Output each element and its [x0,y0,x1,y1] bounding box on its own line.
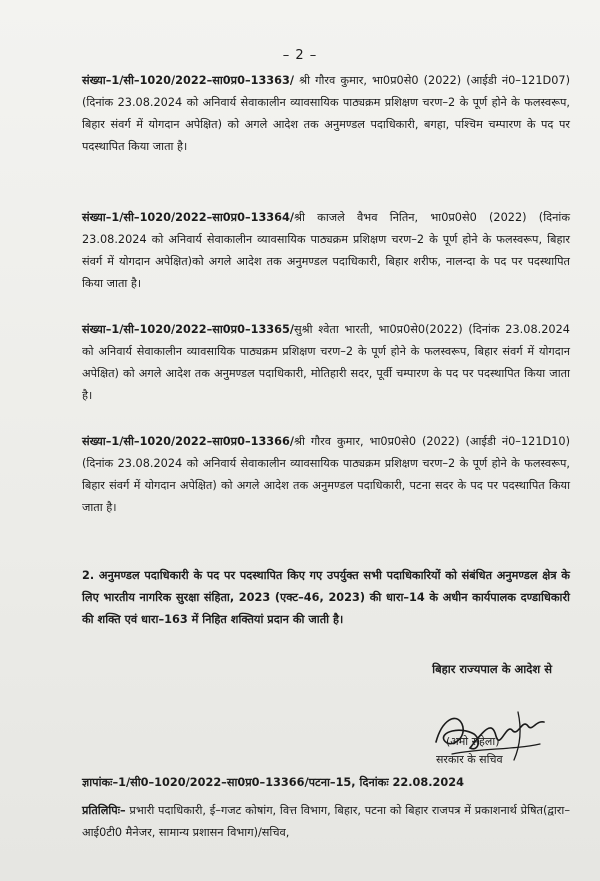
clause-2-paragraph: 2. अनुमण्डल पदाधिकारी के पद पर पदस्थापित किए गए उपर्युक्त सभी पदाधिकारियों को संबंधित अनुमण्डल क्षेत्र के लिए भारतीय नागरिक सुरक्षा संहिता, 2023 (एक्ट–46, 2023) की धारा–14 के अधीन कार्यपालक दण्डाधिकारी की शक्ति एवं धारा–163 में निहित शक्तियां प्रदान की जाती है। [82,569,570,626]
page-number: – 2 – [282,48,318,63]
order-ref-4: संख्या–1/सी–1020/2022–सा0प्र0–13366/ [82,435,295,448]
copy-to-paragraph [82,800,570,844]
order-paragraph-2 [82,207,570,295]
order-paragraph-4 [82,431,570,519]
signatory-name: (अमो सहेला) [446,735,500,748]
order-text-3: सुश्री श्वेता भारती, भा0प्र0से0(2022) (दिनांक 23.08.2024 को अनिवार्य सेवाकालीन व्यावसायिक पाठ्यक्रम प्रशिक्षण चरण–2 के पूर्ण होने के फलस्वरूप, बिहार संवर्ग में योगदान अपेक्षित) को अगले आदेश तक अनुमण्डल पदाधिकारी, मोतिहारी सदर, पूर्वी चम्पारण के पद पर पदस्थापित किया जाता है। [82,323,570,402]
copy-text: प्रभारी पदाधिकारी, ई–गजट कोषांग, वित्त विभाग, बिहार, पटना को बिहार राजपत्र में प्रकाशनार्थ प्रेषित(द्वारा–आई0टी0 मैनेजर, सामान्य प्रशासन विभाग)/सचिव, [82,804,570,839]
order-paragraph-1 [82,70,570,158]
order-text-2: श्री काजले वैभव नितिन, भा0प्र0से0 (2022) (दिनांक 23.08.2024 को अनिवार्य सेवाकालीन व्यावसायिक पाठ्यक्रम प्रशिक्षण चरण–2 के पूर्ण होने के फलस्वरूप, बिहार संवर्ग में योगदान अपेक्षित)को अगले आदेश तक अनुमण्डल पदाधिकारी, बिहार शरीफ, नालन्दा के पद पर पदस्थापित किया जाता है। [82,211,570,290]
order-text-1: श्री गौरव कुमार, भा0प्र0से0 (2022) (आईडी नं0–121D07) (दिनांक 23.08.2024 को अनिवार्य सेवाकालीन व्यावसायिक पाठ्यक्रम प्रशिक्षण चरण–2 के पूर्ण होने के फलस्वरूप, बिहार संवर्ग में योगदान अपेक्षित) को अगले आदेश तक अनुमण्डल पदाधिकारी, बगहा, पश्चिम चम्पारण के पद पर पदस्थापित किया जाता है। [82,74,570,153]
memo-number-line: ज्ञापांकः–1/सी0–1020/2022–सा0प्र0–13366/पटना–15, दिनांकः 22.08.2024 [82,776,464,789]
order-text-4: श्री गौरव कुमार, भा0प्र0से0 (2022) (आईडी नं0–121D10) (दिनांक 23.08.2024 को अनिवार्य सेवाकालीन व्यावसायिक पाठ्यक्रम प्रशिक्षण चरण–2 के पूर्ण होने के फलस्वरूप, बिहार संवर्ग में योगदान अपेक्षित) को अगले आदेश तक अनुमण्डल पदाधिकारी, पटना सदर के पद पर पदस्थापित किया जाता है। [82,435,570,514]
order-ref-3: संख्या–1/सी–1020/2022–सा0प्र0–13365/ [82,323,295,336]
copy-label: प्रतिलिपिः– [82,804,126,817]
signatory-designation: सरकार के सचिव [436,753,503,766]
order-ref-2: संख्या–1/सी–1020/2022–सा0प्र0–13364/ [82,211,295,224]
by-order-line: बिहार राज्यपाल के आदेश से [432,662,552,676]
order-ref-1: संख्या–1/सी–1020/2022–सा0प्र0–13363/ [82,74,295,87]
order-paragraph-3 [82,319,570,407]
